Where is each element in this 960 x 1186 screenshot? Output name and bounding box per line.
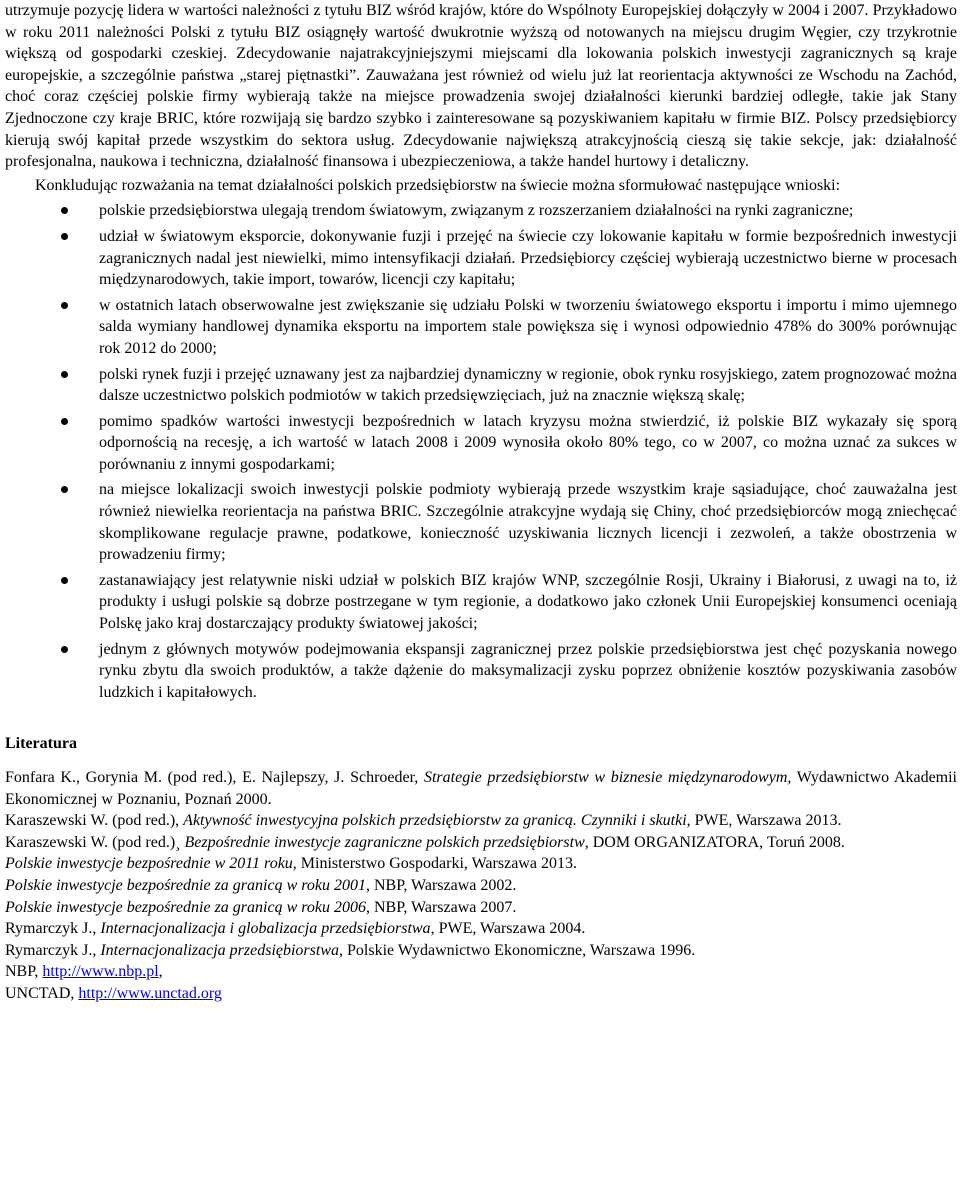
reference-title: Aktywność inwestycyjna polskich przedsiębiorstw za granicą. Czynniki i skutki: [183, 812, 687, 830]
web-reference-entry: [5, 983, 957, 1005]
reference-authors: Rymarczyk J.,: [5, 920, 101, 938]
reference-entry: [5, 897, 957, 919]
reference-entry: [5, 853, 957, 875]
list-item-text: jednym z głównych motywów podejmowania ekspansji zagranicznej przez polskie przedsiębiorstwa jest chęć pozyskania nowego rynku zbytu dla swoich produktów, a także dążenie do maksymalizacji zysku poprzez obniżenie kosztów pozyskiwania zasobów ludzkich i kapitałowych.: [99, 640, 957, 701]
reference-publisher: , NBP, Warszawa 2002.: [365, 876, 517, 894]
nbp-link[interactable]: http://www.nbp.pl: [42, 963, 159, 981]
list-item: [5, 639, 957, 704]
unctad-link[interactable]: http://www.unctad.org: [78, 984, 222, 1002]
list-item-text: pomimo spadków wartości inwestycji bezpośrednich w latach kryzysu można stwierdzić, iż polskie BIZ wykazały się sporą odpornością na recesję, a ich wartość w latach 2008 i 2009 wynosiła około 80% tego, co w 2007, co można uznać za sukces w porównaniu z innymi gospodarkami;: [99, 412, 957, 473]
bullet-icon: [61, 207, 68, 214]
document-page: [5, 0, 957, 1005]
web-reference-label: UNCTAD,: [5, 984, 79, 1002]
reference-entry: [5, 767, 957, 810]
reference-authors: Rymarczyk J.,: [5, 941, 101, 959]
web-reference-entry: [5, 961, 957, 983]
reference-publisher: Polskie Wydawnictwo Ekonomiczne, Warszawa 1996.: [343, 941, 696, 959]
bullet-icon: [61, 418, 68, 425]
reference-entry: [5, 918, 957, 940]
web-reference-label: NBP,: [5, 963, 43, 981]
reference-title: Polskie inwestycje bezpośrednie za granicą w roku 2006: [5, 898, 366, 916]
reference-publisher: , PWE, Warszawa 2004.: [430, 920, 586, 938]
bullet-icon: [61, 577, 68, 584]
list-item: [5, 295, 957, 360]
reference-entry: [5, 875, 957, 897]
list-item-text: w ostatnich latach obserwowalne jest zwiększanie się udziału Polski w tworzeniu światowego eksportu i importu i mimo ujemnego salda wymiany handlowej dynamika eksportu na importem stale powiększa się i wynosi odpowiednio 478% do 300% porównując rok 2012 do 2000;: [99, 296, 957, 357]
reference-title: Internacjonalizacja przedsiębiorstwa,: [100, 941, 343, 959]
literature-heading: Literatura: [5, 735, 77, 753]
bullet-icon: [61, 646, 68, 653]
reference-title: Internacjonalizacja i globalizacja przedsiębiorstwa: [100, 920, 431, 938]
list-item: [5, 226, 957, 291]
bullet-icon: [61, 233, 68, 240]
reference-publisher: , PWE, Warszawa 2013.: [686, 812, 842, 830]
reference-publisher: Wydawnictwo Akademii Ekonomicznej w Poznaniu, Poznań 2000.: [5, 769, 958, 808]
list-item: [5, 570, 957, 635]
list-item-text: zastanawiający jest relatywnie niski udział w polskich BIZ krajów WNP, szczególnie Rosji, Ukrainy i Białorusi, z uwagi na to, iż produkty i usługi polskie są dobrze postrzegane w tym regionie, a dodatkowo jako członek Unii Europejskiej konsumenci oceniają Polskę jako kraj dostarczający produkty światowej jakości;: [99, 571, 957, 633]
reference-title: Polskie inwestycje bezpośrednie za granicą w roku 2001: [5, 876, 366, 894]
list-item: [5, 200, 957, 222]
body-paragraph-1: utrzymuje pozycję lidera w wartości należności z tytułu BIZ wśród krajów, które do Wspólnoty Europejskiej dołączyły w 2004 i 2007. Przykładowo w roku 2011 należności Polski z tytułu BIZ osiągnęły wartość dwukrotnie wyższą od notowanych na miejscu drugim Węgier, czy trzykrotnie większą od gospodarki czeskiej. Zdecydowanie najatrakcyjniejszymi miejscami dla lokowania polskich inwestycji zagranicznych są kraje europejskie, a szczególnie państwa „starej piętnastki”. Zauważana jest również od wielu już lat reorientacja aktywności ze Wschodu na Zachód, choć coraz częściej polskie firmy wybierają także na miejsce prowadzenia swojej działalności kierunki bardziej odległe, takie jak Stany Zjednoczone czy kraje BRIC, które rozwijają się bardzo szybko i zainteresowane są pozyskiwaniem kapitału w firmie BIZ. Polscy przedsiębiorcy kierują swój kapitał przede wszystkim do sektora usług. Zdecydowanie największą atrakcyjnością cieszą się takie sekcje, jak: działalność profesjonalna, naukowa i techniczna, działalność finansowa i ubezpieczeniowa, a także handel hurtowy i detaliczny.: [5, 2, 957, 171]
body-paragraph-2: Konkludując rozważania na temat działalności polskich przedsiębiorstw na świecie można sformułować następujące wnioski:: [35, 176, 841, 194]
reference-title: Strategie przedsiębiorstw w biznesie międzynarodowym,: [423, 769, 792, 786]
conclusions-list: [5, 200, 957, 703]
list-item: [5, 364, 957, 407]
reference-entry: [5, 832, 957, 854]
reference-entry: [5, 810, 957, 832]
list-item-text: polski rynek fuzji i przejęć uznawany jest za najbardziej dynamiczny w regionie, obok rynku rosyjskiego, zatem prognozować można dalsze uczestnictwo polskich podmiotów w takich przedsięwzięciach, już na znacznie większą skalę;: [99, 365, 957, 405]
reference-title: Bezpośrednie inwestycje zagraniczne polskich przedsiębiorstw: [184, 833, 585, 851]
list-item-text: na miejsce lokalizacji swoich inwestycji polskie podmioty wybierają przede wszystkim kraje sąsiadujące, choć zauważalna jest również niewielka reorientacja na państwa BRIC. Szczególnie atrakcyjne wydają się Chiny, choć przedsiębiorców mogą zniechęcać skomplikowane regulacje prawne, podatkowe, konieczność uzyskiwania licznych licencji i zezwoleń, a także obostrzenia w prowadzeniu firmy;: [99, 481, 957, 564]
list-item: [5, 411, 957, 476]
reference-authors: Karaszewski W. (pod red.),: [5, 812, 184, 830]
reference-authors: Karaszewski W. (pod red.)¸: [5, 833, 185, 851]
reference-title: Polskie inwestycje bezpośrednie w 2011 roku: [5, 855, 293, 873]
list-item: [5, 479, 957, 565]
reference-entry: [5, 940, 957, 962]
reference-publisher: , Ministerstwo Gospodarki, Warszawa 2013.: [292, 855, 577, 873]
list-item-text: polskie przedsiębiorstwa ulegają trendom światowym, związanym z rozszerzaniem działalności na rynki zagraniczne;: [99, 202, 854, 220]
bullet-icon: [61, 486, 68, 493]
reference-authors: Fonfara K., Gorynia M. (pod red.), E. Najlepszy, J. Schroeder,: [5, 769, 424, 786]
reference-publisher: , NBP, Warszawa 2007.: [365, 898, 517, 916]
bullet-icon: [61, 371, 68, 378]
references-list: [5, 767, 957, 1005]
bullet-icon: [61, 302, 68, 309]
list-item-text: udział w światowym eksporcie, dokonywanie fuzji i przejęć na świecie czy lokowanie kapitału w formie bezpośrednich inwestycji zagranicznych nadal jest niewielki, mimo intensyfikacji działań. Przedsiębiorcy częściej wybierają uczestnictwo bierne w procesach międzynarodowych, takie import, towarów, licencji czy kapitału;: [99, 227, 957, 289]
web-reference-suffix: ,: [158, 963, 163, 981]
reference-publisher: , DOM ORGANIZATORA, Toruń 2008.: [584, 833, 845, 851]
